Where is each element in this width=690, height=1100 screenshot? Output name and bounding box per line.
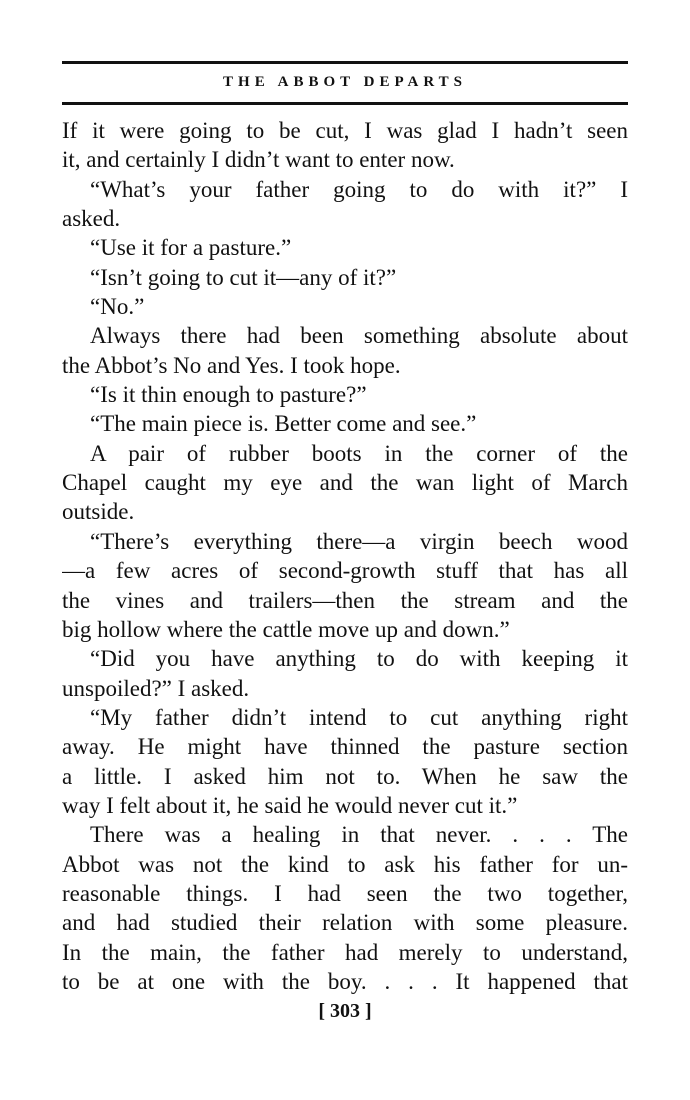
text-line: Chapel caught my eye and the wan light of March [62,470,628,496]
text-line: There was a healing in that never. . . . The [90,822,628,848]
text-line: “No.” [90,294,145,320]
text-line: to be at one with the boy. . . . It happened that [62,968,628,994]
text-line: If it were going to be cut, I was glad I hadn’t seen [62,118,628,143]
text-line: the Abbot’s No and Yes. I took hope. [62,352,401,378]
text-line: the vines and trailers—then the stream and the [62,587,628,613]
page-number: [ 303 ] [318,1000,372,1022]
body-text [62,116,628,996]
text-line: Always there had been something absolute about [90,323,628,349]
running-head: THE ABBOT DEPARTS [223,74,467,90]
header-rule-bottom [62,102,628,105]
text-line: away. He might have thinned the pasture section [62,734,628,760]
header-rule-top [62,61,628,64]
text-line: Abbot was not the kind to ask his father for un- [62,851,628,877]
text-line: and had studied their relation with some pleasure. [62,910,628,936]
text-line: A pair of rubber boots in the corner of the [90,440,628,466]
text-line: “What’s your father going to do with it?” I [90,176,628,202]
text-line: “Did you have anything to do with keeping it [90,646,628,672]
text-line: unspoiled?” I asked. [62,675,250,701]
text-line: “The main piece is. Better come and see.” [90,411,477,437]
text-line: In the main, the father had merely to understand, [62,939,628,965]
text-line: —a few acres of second-growth stuff that has all [62,558,628,584]
text-line: “There’s everything there—a virgin beech wood [90,528,628,554]
text-line: way I felt about it, he said he would never cut it.” [62,792,518,818]
text-line: reasonable things. I had seen the two together, [62,880,628,906]
text-line: asked. [62,206,121,232]
text-line: “Is it thin enough to pasture?” [90,382,367,408]
text-line: “Isn’t going to cut it—any of it?” [90,264,397,290]
text-line: big hollow where the cattle move up and down.” [62,616,510,642]
text-line: “Use it for a pasture.” [90,235,292,261]
text-line: a little. I asked him not to. When he saw the [62,763,628,789]
text-line: “My father didn’t intend to cut anything right [90,704,628,730]
text-line: outside. [62,499,135,525]
text-line: it, and certainly I didn’t want to enter now. [62,147,455,173]
